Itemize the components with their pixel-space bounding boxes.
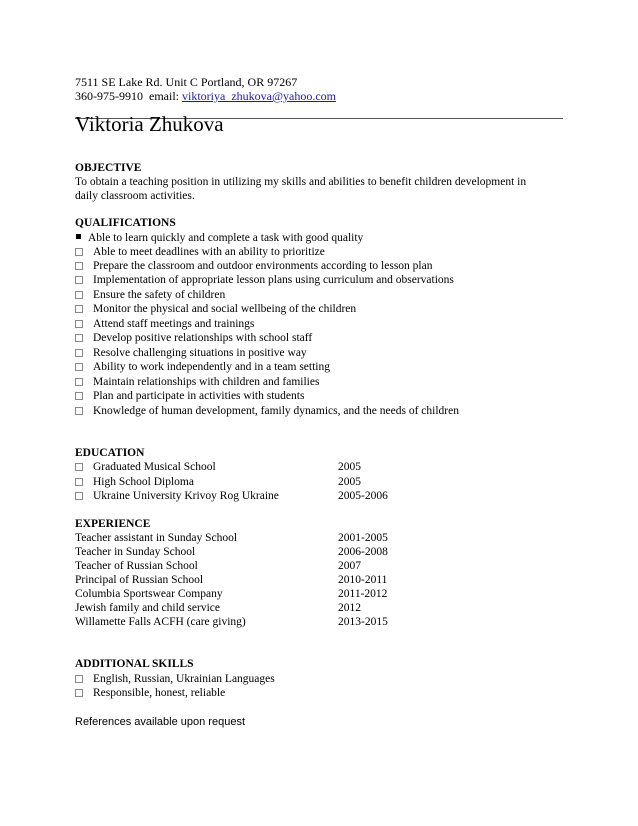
email-link[interactable]: viktoriya_zhukova@yahoo.com — [182, 89, 337, 103]
checkbox-bullet-icon — [75, 378, 83, 386]
contact-line — [75, 89, 336, 103]
skill-item: English, Russian, Ukrainian Languages — [75, 672, 275, 686]
checkbox-bullet-icon — [75, 492, 83, 500]
checkbox-bullet-icon — [75, 248, 83, 256]
qualification-item: Attend staff meetings and trainings — [75, 317, 254, 331]
checkbox-bullet-icon — [75, 392, 83, 400]
experience-title: Jewish family and child service — [75, 602, 220, 614]
additional-skills-heading: ADDITIONAL SKILLS — [75, 658, 194, 670]
qualification-item: Maintain relationships with children and families — [75, 375, 319, 389]
experience-title: Willamette Falls ACFH (care giving) — [75, 616, 246, 628]
education-item: Graduated Musical School — [75, 460, 216, 474]
qualification-item: Knowledge of human development, family dynamics, and the needs of children — [75, 404, 459, 418]
checkbox-bullet-icon — [75, 463, 83, 471]
education-years: 2005-2006 — [338, 490, 388, 502]
checkbox-bullet-icon — [75, 305, 83, 313]
checkbox-bullet-icon — [75, 334, 83, 342]
qualification-item: Monitor the physical and social wellbeing of the children — [75, 302, 356, 316]
experience-years: 2001-2005 — [338, 532, 388, 544]
experience-heading: EXPERIENCE — [75, 518, 151, 530]
experience-years: 2010-2011 — [338, 574, 388, 586]
qualification-item: Resolve challenging situations in positive way — [75, 346, 307, 360]
objective-text-line-1: To obtain a teaching position in utilizing my skills and abilities to benefit children development in — [75, 176, 527, 188]
checkbox-bullet-icon — [75, 262, 83, 270]
experience-years: 2013-2015 — [338, 616, 388, 628]
experience-title: Teacher assistant in Sunday School — [75, 532, 238, 544]
checkbox-bullet-icon — [75, 478, 83, 486]
checkbox-bullet-icon — [75, 407, 83, 415]
experience-years: 2007 — [338, 560, 361, 572]
education-years: 2005 — [338, 461, 361, 473]
qualifications-heading: QUALIFICATIONS — [75, 217, 176, 229]
checkbox-bullet-icon — [75, 349, 83, 357]
objective-heading: OBJECTIVE — [75, 162, 142, 174]
qualification-item: Plan and participate in activities with students — [75, 389, 304, 403]
qualification-item: Implementation of appropriate lesson plans using curriculum and observations — [75, 273, 454, 287]
checkbox-bullet-icon — [75, 320, 83, 328]
experience-title: Teacher in Sunday School — [75, 546, 196, 558]
education-item: Ukraine University Krivoy Rog Ukraine — [75, 489, 279, 503]
qualification-item: Ensure the safety of children — [75, 288, 225, 302]
qualification-item: Prepare the classroom and outdoor environments according to lesson plan — [75, 259, 432, 273]
qualification-item: Able to meet deadlines with an ability to prioritize — [75, 245, 325, 259]
bullet-icon — [76, 234, 81, 239]
qualification-item: Able to learn quickly and complete a task with good quality — [75, 231, 363, 245]
candidate-name: Viktoria Zhukova — [75, 112, 224, 136]
education-item: High School Diploma — [75, 475, 194, 489]
qualification-item: Develop positive relationships with school staff — [75, 331, 312, 345]
email-label: email: — [149, 89, 179, 103]
experience-years: 2006-2008 — [338, 546, 388, 558]
experience-title: Principal of Russian School — [75, 574, 204, 586]
objective-text-line-2: daily classroom activities. — [75, 190, 195, 202]
checkbox-bullet-icon — [75, 291, 83, 299]
experience-years: 2012 — [338, 602, 361, 614]
experience-title: Columbia Sportswear Company — [75, 588, 223, 600]
qualification-item: Ability to work independently and in a team setting — [75, 360, 330, 374]
education-heading: EDUCATION — [75, 447, 145, 459]
experience-years: 2011-2012 — [338, 588, 388, 600]
checkbox-bullet-icon — [75, 689, 83, 697]
checkbox-bullet-icon — [75, 276, 83, 284]
references-note: References available upon request — [75, 716, 246, 728]
checkbox-bullet-icon — [75, 363, 83, 371]
skill-item: Responsible, honest, reliable — [75, 686, 225, 700]
checkbox-bullet-icon — [75, 675, 83, 683]
experience-title: Teacher of Russian School — [75, 560, 198, 572]
phone: 360-975-9910 — [75, 89, 143, 103]
education-years: 2005 — [338, 476, 361, 488]
address: 7511 SE Lake Rd. Unit C Portland, OR 97267 — [75, 75, 298, 89]
